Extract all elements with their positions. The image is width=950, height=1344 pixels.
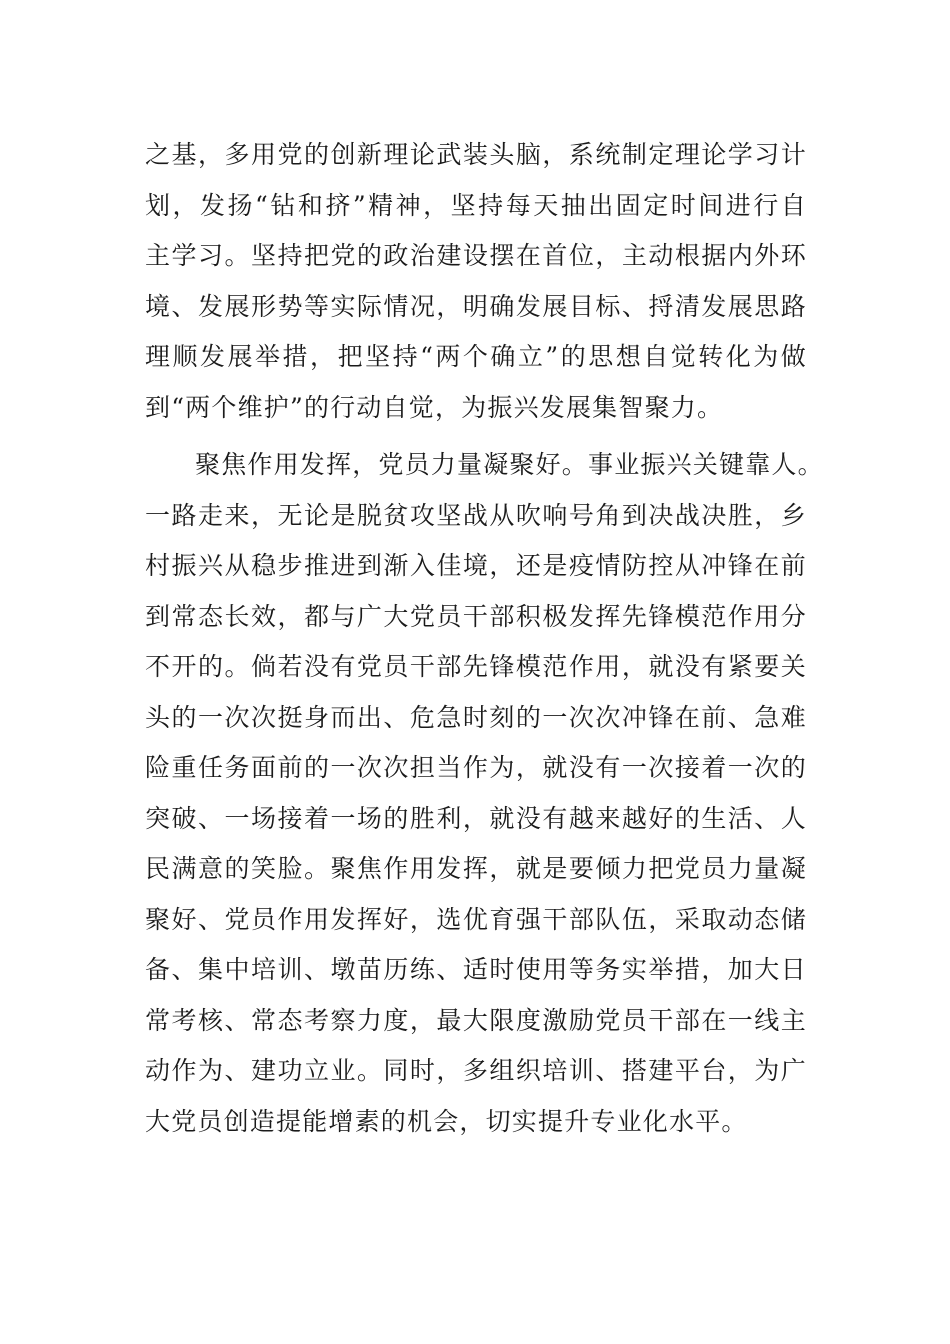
paragraph-line: 之基，多用党的创新理论武装头脑，系统制定理论学习计 (145, 140, 807, 169)
paragraph-line: 动作为、建功立业。同时，多组织培训、搭建平台，为广 (145, 1056, 807, 1085)
paragraph-line: 聚好、党员作用发挥好，选优育强干部队伍，采取动态储 (145, 904, 807, 934)
paragraph-1 (145, 130, 807, 433)
paragraph-line: 理顺发展举措，把坚持“两个确立”的思想自觉转化为做 (145, 342, 807, 371)
paragraph-line: 民满意的笑脸。聚焦作用发挥，就是要倾力把党员力量凝 (145, 854, 807, 883)
paragraph-2 (145, 440, 824, 1147)
paragraph-line: 主学习。坚持把党的政治建设摆在首位，主动根据内外环 (145, 241, 807, 270)
paragraph-line: 到“两个维护”的行动自觉，为振兴发展集智聚力。 (145, 392, 724, 422)
paragraph-line: 大党员创造提能增素的机会，切实提升专业化水平。 (145, 1106, 748, 1136)
paragraph-line: 村振兴从稳步推进到渐入佳境，还是疫情防控从冲锋在前 (145, 551, 807, 580)
paragraph-line: 境、发展形势等实际情况，明确发展目标、捋清发展思路 (145, 291, 807, 321)
paragraph-line: 到常态长效，都与广大党员干部积极发挥先锋模范作用分 (145, 601, 807, 631)
paragraph-line: 常考核、常态考察力度，最大限度激励党员干部在一线主 (145, 1005, 807, 1035)
paragraph-line: 一路走来，无论是脱贫攻坚战从吹响号角到决战决胜，乡 (145, 500, 807, 530)
paragraph-line: 突破、一场接着一场的胜利，就没有越来越好的生活、人 (145, 803, 807, 833)
paragraph-line: 划，发扬“钻和挤”精神，坚持每天抽出固定时间进行自 (145, 190, 807, 220)
paragraph-line: 不开的。倘若没有党员干部先锋模范作用，就没有紧要关 (145, 652, 807, 681)
paragraph-line: 头的一次次挺身而出、危急时刻的一次次冲锋在前、急难 (145, 702, 807, 732)
paragraph-line: 聚焦作用发挥，党员力量凝聚好。事业振兴关键靠人。 (195, 450, 824, 479)
paragraph-line: 险重任务面前的一次次担当作为，就没有一次接着一次的 (145, 753, 807, 782)
paragraph-line: 备、集中培训、墩苗历练、适时使用等务实举措，加大日 (145, 955, 807, 984)
